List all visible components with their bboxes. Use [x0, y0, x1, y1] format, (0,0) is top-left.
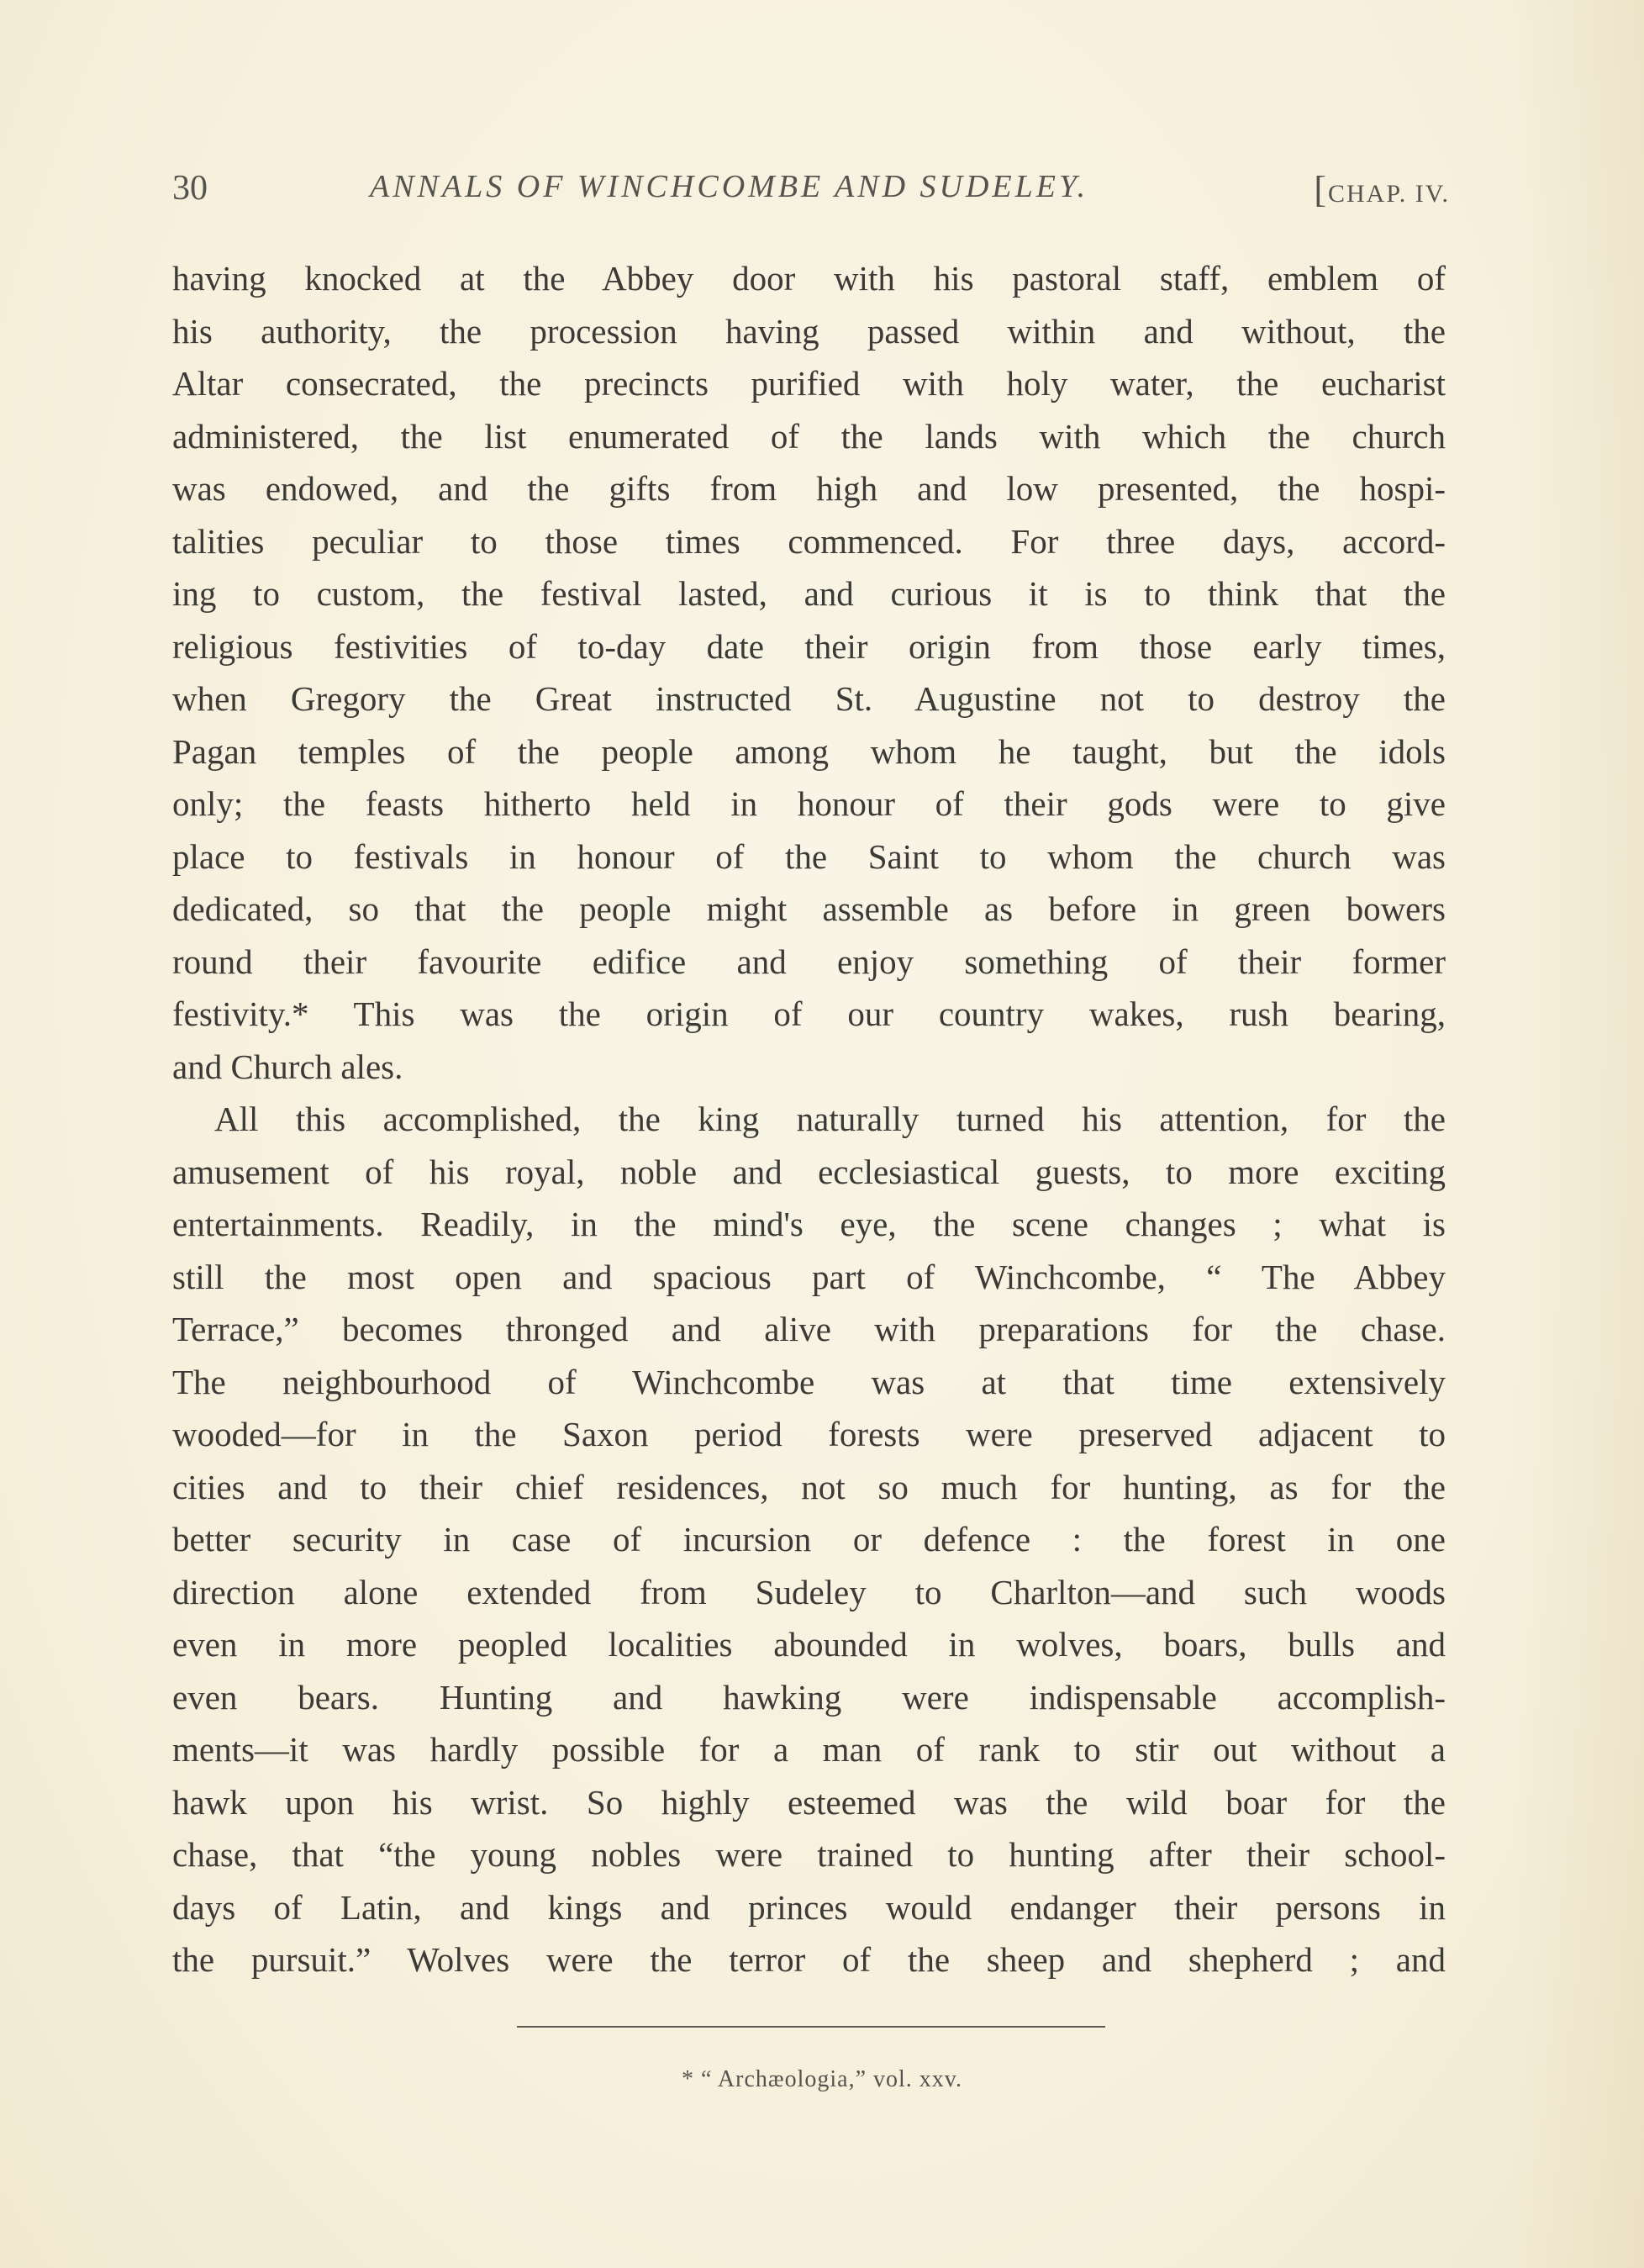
text-line: dedicated, so that the people might assemble as before in green bowers — [172, 889, 1446, 928]
text-line: All this accomplished, the king naturally turned his attention, for the — [214, 1100, 1446, 1138]
text-line: round their favourite edifice and enjoy something of their former — [172, 941, 1446, 981]
text-line: days of Latin, and kings and princes would endanger their persons in — [172, 1887, 1446, 1927]
text-line: hawk upon his wrist. So highly esteemed was the wild boar for the — [172, 1782, 1446, 1822]
body-text — [172, 252, 1446, 1986]
text-line: festivity.* This was the origin of our country wakes, rush bearing, — [172, 994, 1446, 1033]
text-line: direction alone extended from Sudeley to Charlton—and such woods — [172, 1572, 1446, 1611]
text-line: talities peculiar to those times commenced. For three days, accord- — [172, 521, 1446, 561]
text-line: better security in case of incursion or defence : the forest in one — [172, 1520, 1446, 1559]
text-line: and Church ales. — [172, 1047, 403, 1086]
text-line: ing to custom, the festival lasted, and curious it is to think that the — [172, 574, 1446, 613]
text-line: The neighbourhood of Winchcombe was at that time extensively — [172, 1362, 1446, 1401]
text-line: Pagan temples of the people among whom he taught, but the idols — [172, 731, 1446, 771]
text-line: even bears. Hunting and hawking were indispensable accomplish- — [172, 1677, 1446, 1717]
text-line: having knocked at the Abbey door with his pastoral staff, emblem of — [172, 259, 1446, 298]
footnote-divider — [517, 2026, 1105, 2028]
chapter-label — [1314, 168, 1450, 211]
text-line: only; the feasts hitherto held in honour of their gods were to give — [172, 784, 1446, 823]
text-line: Altar consecrated, the precincts purified with holy water, the eucharist — [172, 364, 1446, 403]
text-line: religious festivities of to-day date their origin from those early times, — [172, 626, 1446, 666]
text-line: when Gregory the Great instructed St. Augustine not to destroy the — [172, 679, 1446, 718]
text-line: cities and to their chief residences, not so much for hunting, as for the — [172, 1467, 1446, 1506]
text-line: still the most open and spacious part of Winchcombe, “ The Abbey — [172, 1257, 1446, 1296]
text-line: ments—it was hardly possible for a man of rank to stir out without a — [172, 1730, 1446, 1769]
text-line: wooded—for in the Saxon period forests were preserved adjacent to — [172, 1415, 1446, 1453]
text-line: his authority, the procession having passed within and without, the — [172, 311, 1446, 351]
running-head — [172, 168, 1450, 219]
text-line: even in more peopled localities abounded in wolves, boars, bulls and — [172, 1625, 1446, 1664]
text-line: chase, that “the young nobles were trained to hunting after their school- — [172, 1835, 1446, 1874]
text-line: the pursuit.” Wolves were the terror of the sheep and shepherd ; and — [172, 1940, 1446, 1979]
text-line: place to festivals in honour of the Saint to whom the church was — [172, 836, 1446, 876]
text-line: Terrace,” becomes thronged and alive with preparations for the chase. — [172, 1310, 1446, 1348]
text-line: amusement of his royal, noble and ecclesiastical guests, to more exciting — [172, 1152, 1446, 1191]
text-line: entertainments. Readily, in the mind's eye, the scene changes ; what is — [172, 1205, 1446, 1243]
page-number: 30 — [172, 169, 208, 208]
chapter-bracket: [ — [1314, 169, 1328, 210]
text-line: was endowed, and the gifts from high and low presented, the hospi- — [172, 469, 1446, 508]
chapter-number: CHAP. IV. — [1328, 180, 1450, 208]
book-title: ANNALS OF WINCHCOMBE AND SUDELEY. — [370, 169, 1089, 204]
footnote: * “ Archæologia,” vol. xxv. — [682, 2066, 962, 2092]
text-line: administered, the list enumerated of the lands with which the church — [172, 416, 1446, 456]
